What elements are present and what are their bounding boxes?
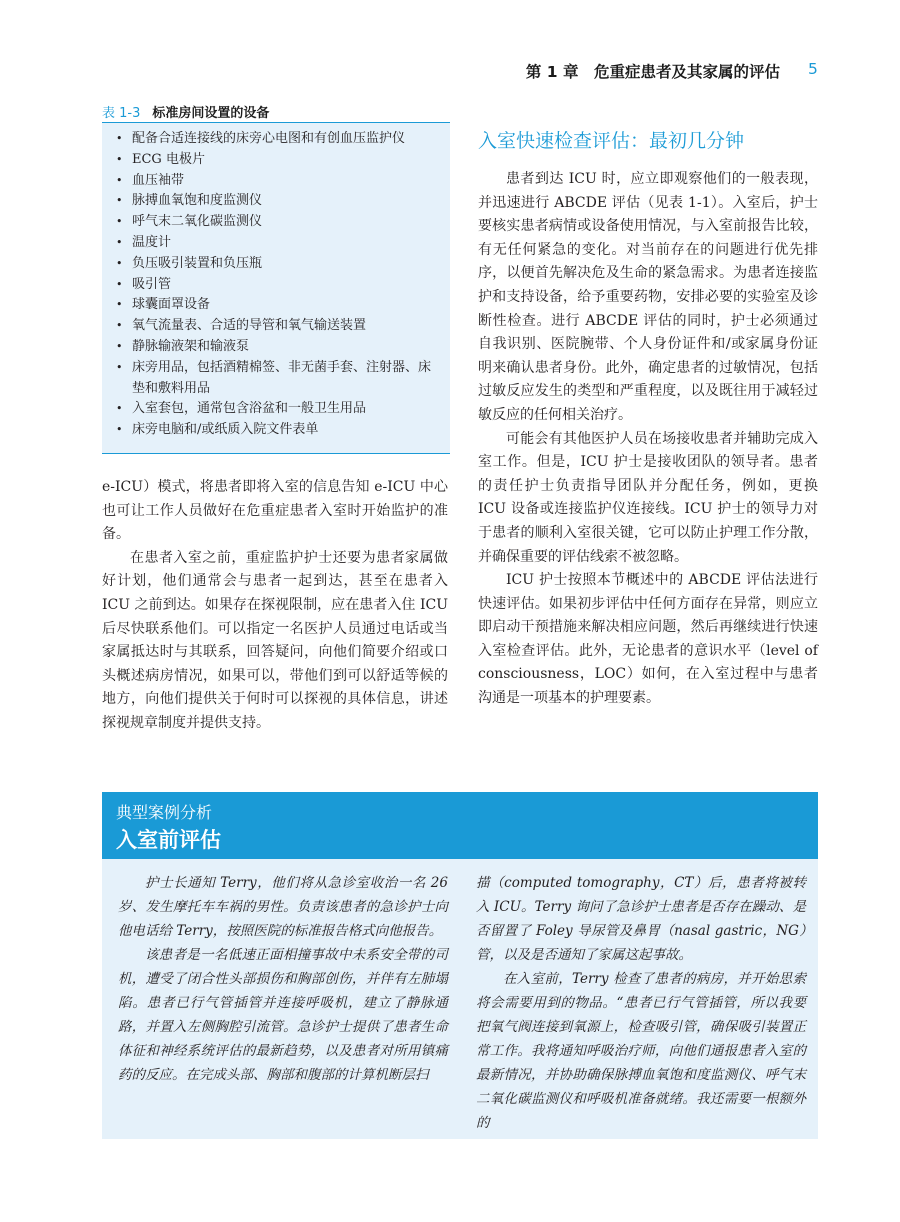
equipment-list bbox=[102, 123, 450, 441]
list-item: • 静脉输液架和输液泵 bbox=[116, 337, 442, 358]
case-study-title: 入室前评估 bbox=[116, 828, 221, 852]
list-item: • 床旁用品，包括酒精棉签、非无菌手套、注射器、床垫和敷料用品 bbox=[116, 358, 442, 400]
left-column-text bbox=[102, 476, 448, 736]
table-number: 表 1-3 bbox=[102, 106, 141, 121]
case-left-column bbox=[118, 871, 448, 1087]
right-column-text bbox=[478, 168, 818, 711]
body-paragraph: 患者到达 ICU 时，应立即观察他们的一般表现，并迅速进行 ABCDE 评估（见表 1-1）。入室后，护士要核实患者病情或设备使用情况，与入室前报告比较，有无任何紧急的变化。对当前存在的问题进行优先排序，以便首先解决危及生命的紧急需求。为患者连接监护和支持设备，给予重要药物，安排必要的实验室及诊断性检查。进行 ABCDE 评估的同时，护士必须通过自我识别、医院腕带、个人身份证件和/或家属身份证明来确认患者身份。此外，确定患者的过敏情况，包括过敏反应发生的类型和严重程度，以及既往用于减轻过敏反应的任何相关治疗。 bbox=[478, 171, 818, 423]
body-paragraph: e-ICU）模式，将患者即将入室的信息告知 e-ICU 中心也可让工作人员做好在危重症患者入室时开始监护的准备。 bbox=[102, 479, 448, 543]
body-paragraph: 可能会有其他医护人员在场接收患者并辅助完成入室工作。但是，ICU 护士是接收团队的领导者。患者的责任护士负责指导团队并分配任务，例如，更换 ICU 设备或连接监护仪连接线。ICU 护士的领导力对于患者的顺利入室很关键，它可以防止护理工作分散，并确保重要的评估线索不被忽略。 bbox=[478, 430, 818, 565]
list-item: • 氧气流量表、合适的导管和氧气输送装置 bbox=[116, 316, 442, 337]
list-item: • 球囊面罩设备 bbox=[116, 295, 442, 316]
list-item: • 温度计 bbox=[116, 233, 442, 254]
case-right-column bbox=[476, 871, 806, 1135]
list-item: • 负压吸引装置和负压瓶 bbox=[116, 254, 442, 275]
list-item: • 吸引管 bbox=[116, 275, 442, 296]
list-item: • 配备合适连接线的床旁心电图和有创血压监护仪 bbox=[116, 129, 442, 150]
case-study-banner bbox=[102, 792, 818, 859]
body-paragraph: 在患者入室之前，重症监护护士还要为患者家属做好计划，他们通常会与患者一起到达，甚至在患者入 ICU 之前到达。如果存在探视限制，应在患者入住 ICU 后尽快联系他们。可以指定一名医护人员通过电话或当家属抵达时与其联系，回答疑问，向他们简要介绍或口头概述病房情况，如果可以，带他们到可以舒适等候的地方，向他们提供关于何时可以探视的具体信息，讲述探视规章制度并提供支持。 bbox=[102, 549, 448, 731]
case-paragraph: 在入室前，Terry 检查了患者的病房，并开始思索将会需要用到的物品。“患者已行气管插管，所以我要把氧气阀连接到氧源上，检查吸引管，确保吸引装置正常工作。我将通知呼吸治疗师，向他们通报患者入室的最新情况，并协助确保脉搏血氧饱和度监测仪、呼气末二氧化碳监测仪和呼吸机准备就绪。我还需要一根额外的 bbox=[476, 971, 806, 1131]
table-caption bbox=[102, 102, 269, 121]
list-item: • 入室套包，通常包含浴盆和一般卫生用品 bbox=[116, 399, 442, 420]
page-number: 5 bbox=[808, 60, 818, 78]
case-paragraph: 描（computed tomography，CT）后，患者将被转入 ICU。Terry 询问了急诊护士患者是否存在躁动、是否留置了 Foley 导尿管及鼻胃（nasal gastric，NG）管，以及是否通知了家属这起事故。 bbox=[476, 875, 806, 963]
body-paragraph: ICU 护士按照本节概述中的 ABCDE 评估法进行快速评估。如果初步评估中任何方面存在异常，则应立即启动干预措施来解决相应问题，然后再继续进行快速入室检查评估。此外，无论患者的意识水平（level of consciousness，LOC）如何，在入室过程中与患者沟通是一项基本的护理要素。 bbox=[478, 572, 818, 707]
case-paragraph: 护士长通知 Terry，他们将从急诊室收治一名 26 岁、发生摩托车车祸的男性。负责该患者的急诊护士向他电话给 Terry，按照医院的标准报告格式向他报告。 bbox=[118, 875, 448, 939]
list-item: • ECG 电极片 bbox=[116, 150, 442, 171]
list-item: • 床旁电脑和/或纸质入院文件表单 bbox=[116, 420, 442, 441]
section-heading: 入室快速检查评估：最初几分钟 bbox=[478, 130, 745, 152]
list-item: • 脉搏血氧饱和度监测仪 bbox=[116, 191, 442, 212]
case-study-label: 典型案例分析 bbox=[116, 803, 213, 822]
case-study-box bbox=[102, 859, 818, 1139]
list-item: • 血压袖带 bbox=[116, 171, 442, 192]
chapter-title: 第 1 章 危重症患者及其家属的评估 bbox=[525, 63, 780, 81]
equipment-table bbox=[102, 122, 450, 454]
running-header bbox=[0, 60, 900, 84]
list-item: • 呼气末二氧化碳监测仪 bbox=[116, 212, 442, 233]
case-paragraph: 该患者是一名低速正面相撞事故中未系安全带的司机，遭受了闭合性头部损伤和胸部创伤，并伴有左肺塌陷。患者已行气管插管并连接呼吸机，建立了静脉通路，并置入左侧胸腔引流管。急诊护士提供了患者生命体征和神经系统评估的最新趋势，以及患者对所用镇痛药的反应。在完成头部、胸部和腹部的计算机断层扫 bbox=[118, 947, 448, 1083]
table-title: 标准房间设置的设备 bbox=[152, 106, 270, 121]
